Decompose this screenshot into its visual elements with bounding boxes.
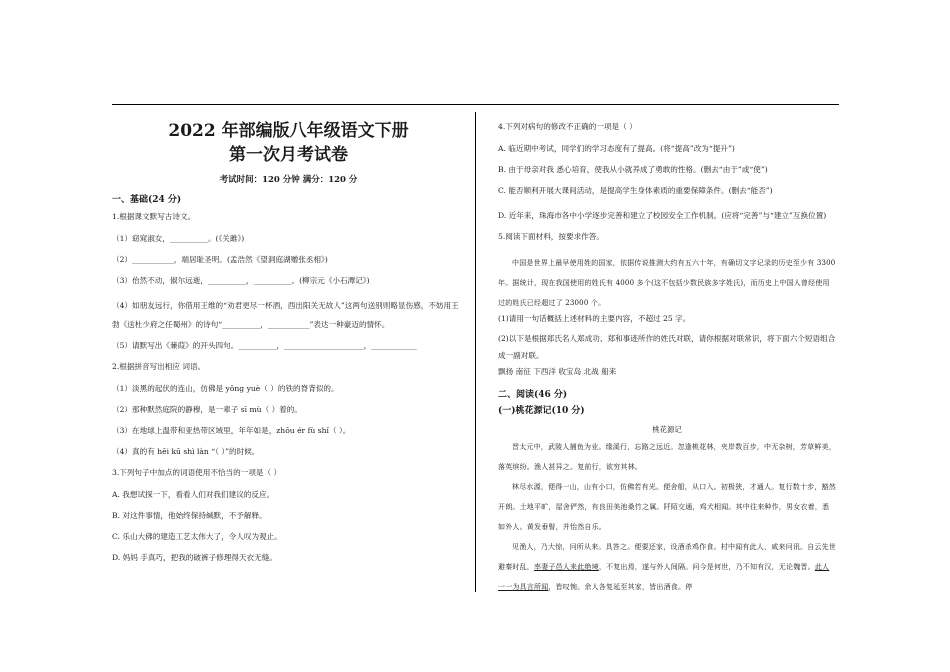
q5-phrases: 飘扬 南征 下西洋 收宝岛 北战 船来 — [498, 367, 617, 376]
q4-option-a: A. 临近期中考试，同学们的学习态度有了提高。(将“提高”改为“提升”) — [498, 144, 735, 153]
exam-title-line1: 2022 年部编版八年级语文下册 — [168, 121, 409, 141]
q2-item: （1）淡黑的起伏的连山，仿佛是 yǒng yuè（ ）的铁的脊背似的。 — [112, 384, 339, 393]
underlined-sentence-1: 率妻子邑人来此绝境 — [534, 563, 599, 571]
question-2: 2.根据拼音写出相应 词语。 — [112, 362, 206, 371]
essay-paragraph-2: 林尽水源，便得一山，山有小口，仿佛若有光。便舍船，从口入。初极狭，才通人。复行数十步，豁然开朗。土地平旷，屋舍俨然，有良田美池桑竹之属。阡陌交通，鸡犬相闻。其中往来种作，男女衣着，悉如外人。黄发垂髫，并怡然自乐。 — [498, 483, 836, 531]
essay-paragraph-1: 晋太元中，武陵人捕鱼为业。缘溪行，忘路之远近。忽逢桃花林，夹岸数百步，中无杂树，芳草鲜美，落英缤纷。渔人甚异之。复前行，欲穷其林。 — [498, 443, 836, 471]
q2-item: （4）真的有 hēi kū shì làn “（ ）”的时候。 — [112, 447, 260, 456]
column-divider — [475, 112, 476, 592]
essay-paragraph-3 — [498, 537, 836, 597]
question-5: 5.阅读下面材料，按要求作答。 — [498, 232, 604, 241]
question-3: 3.下列句子中加点的词语使用不恰当的一项是（ ） — [112, 468, 282, 477]
q4-option-c: C. 能否顺利开展大课间活动，是提高学生身体素质的重要保障条件。(删去“能否”) — [498, 186, 773, 195]
q2-item: （2）那种默然庭院的静穆，是一辈子 sī mù（ ）着的。 — [112, 405, 302, 414]
q5-sub-2: (2)以下是根据郑氏名人郑成功、郑和事迹所作的姓氏对联，请你根据对联常识，将下面六个短语组合成一副对联。 — [498, 334, 836, 360]
q2-item: （3）在地球上温带和亚热带区域里，年年如是，zhōu ér fù shǐ（ ）。 — [112, 426, 351, 435]
q1-item: （5）请默写出《蒹葭》的开头四句。__________，_____________________，____________ — [112, 341, 417, 350]
q5-material: 中国是世界上最早使用姓的国家，依据传说推测大约有五六十年，有确切文字记录的历史至少有 3300 年。据统计，现在我国使用的姓氏有 4000 多个(这不包括少数民族多字姓氏)，而历史上中国人曾经使用过的姓氏已经超过了 23000 个。 — [498, 259, 836, 307]
q4-option-d: D. 近年来，珠海市各中小学逐步完善和建立了校园安全工作机制。(应将“完善”与“建立”互换位置) — [498, 211, 827, 220]
right-column — [498, 112, 836, 597]
q3-option-a: A. 我想试探一下，看看人们对我们建议的反应。 — [112, 490, 275, 499]
q3-option-b: B. 对这件事情，他始终保持缄默，不予解释。 — [112, 511, 267, 520]
q1-item: （2）___________，端居耻圣明。(孟浩然《望洞庭湖赠张丞相》) — [112, 255, 328, 264]
essay-text: ，皆叹惋。余人各复延至其家，皆出酒食。停 — [548, 583, 693, 591]
q3-option-c: C. 乐山大佛的建造工艺太伟大了，令人叹为观止。 — [112, 532, 282, 541]
q1-item: （4）如朋友远行，你借用王维的“劝君更尽一杯酒，西出阳关无故人”这两句送别则略显伤感，不妨用王勃《送杜少府之任蜀州》的诗句“__________，___________”表达一种豪迈的情怀。 — [112, 301, 459, 329]
q5-sub-1: (1)请用一句话概括上述材料的主要内容，不超过 25 字。 — [498, 314, 691, 323]
q3-option-d: D. 妈妈 手真巧，把我的破裤子修理得天衣无缝。 — [112, 553, 277, 562]
q4-option-b: B. 由于母亲对我 悉心培育，使我从小就养成了勇敢的性格。(删去“由于”或“使”) — [498, 165, 768, 174]
question-1: 1.根据课文默写古诗文。 — [112, 212, 196, 221]
q1-item: （3）佁然不动，俶尔远逝，__________，__________。(柳宗元《小石潭记》) — [112, 276, 370, 285]
subsection-taohuayuan-heading: (一)桃花源记(10 分) — [498, 406, 585, 416]
section-reading-heading: 二、阅读(46 分) — [498, 390, 568, 400]
underlined-sentence-2: 此人一一为具言所闻 — [498, 563, 830, 591]
exam-title-line2: 第一次月考试卷 — [229, 145, 348, 165]
exam-info: 考试时间：120 分钟 满分：120 分 — [219, 175, 358, 185]
q1-item: （1）窈窕淑女，__________。(《关雎》) — [112, 234, 245, 243]
section-basics-heading: 一、基础(24 分) — [112, 195, 182, 205]
essay-text: ，不复出焉，遂与外人间隔。问今是何世，乃不知有汉，无论魏晋。 — [598, 563, 815, 571]
left-column — [112, 112, 465, 573]
header-rule — [112, 104, 839, 105]
essay-title: 桃花源记 — [652, 425, 682, 434]
essay-text: 见渔人，乃大惊，问所从来。具答之。便要还家，设酒杀鸡作食。村中闻有此人，咸来问讯。自云先世避秦时乱， — [498, 543, 836, 571]
question-4: 4.下列对病句的修改不正确的一项是（ ） — [498, 122, 637, 131]
